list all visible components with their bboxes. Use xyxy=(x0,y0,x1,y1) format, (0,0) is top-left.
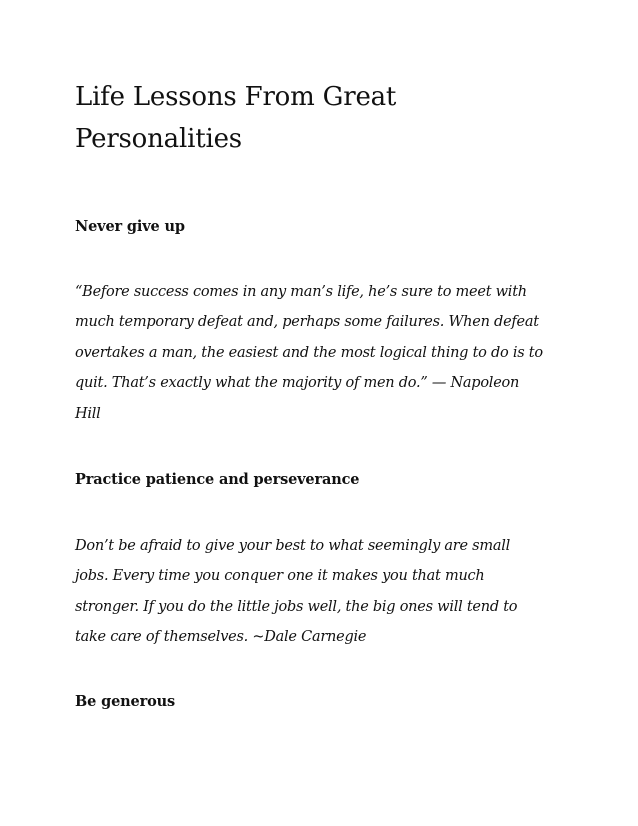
quote-line: stronger. If you do the little jobs well, the big ones will tend to xyxy=(75,598,518,615)
page-title-line: Personalities xyxy=(75,124,242,154)
section-heading-never-give-up: Never give up xyxy=(75,218,185,235)
page-title-line: Life Lessons From Great xyxy=(75,82,397,112)
section-heading-patience: Practice patience and perseverance xyxy=(75,471,360,488)
quote-line: much temporary defeat and, perhaps some failures. When defeat xyxy=(75,314,539,331)
quote-line: Don’t be afraid to give your best to what seemingly are small xyxy=(75,538,511,554)
page-title xyxy=(75,76,575,160)
quote-line: quit. That’s exactly what the majority of men do.” — Napoleon xyxy=(75,375,520,392)
quote-line: Hill xyxy=(75,405,101,422)
quote-line: jobs. Every time you conquer one it makes you that much xyxy=(75,568,485,585)
quote-napoleon-hill xyxy=(75,277,575,429)
quote-line: “Before success comes in any man’s life, he’s sure to meet with xyxy=(75,284,527,300)
quote-line: take care of themselves. ~Dale Carnegie xyxy=(75,629,367,646)
quote-dale-carnegie xyxy=(75,531,575,653)
quote-line: overtakes a man, the easiest and the most logical thing to do is to xyxy=(75,344,543,361)
section-heading-be-generous: Be generous xyxy=(75,693,176,710)
